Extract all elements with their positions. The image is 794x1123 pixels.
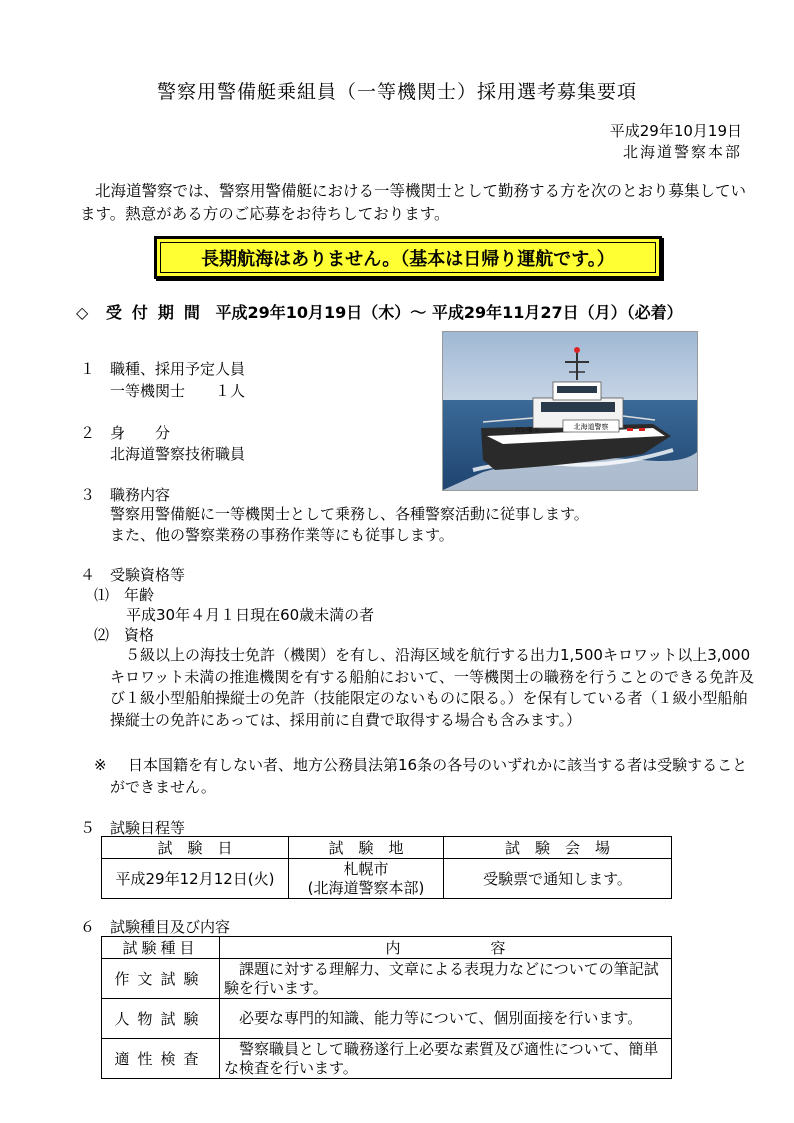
schedule-table (101, 836, 672, 899)
hull-text: 北海道警察 (573, 423, 609, 431)
section-number: ２ (80, 424, 96, 442)
section-6-heading (80, 917, 230, 938)
header-cell: 内 容 (220, 937, 672, 959)
table-header-row (102, 837, 672, 859)
header-cell: 試験種目 (102, 937, 220, 959)
section-number: １ (80, 360, 96, 378)
intro-paragraph: 北海道警察では、警察用警備艇における一等機関士として勤務する方を次のとおり募集しています。熱意がある方のご応募をお待ちしております。 (80, 182, 747, 223)
exam-venue-cell: 受験票で通知します。 (444, 859, 672, 899)
highlight-box (154, 236, 662, 279)
section-title: 職種、採用予定人員 (110, 360, 246, 378)
section-3-body-line-2: また、他の警察業務の事務作業等にも従事します。 (110, 526, 454, 544)
note-text: 日本国籍を有しない者、地方公務員法第16条の各号のいずれかに該当する者は受験することができません。 (110, 756, 748, 796)
qualification-text: ５級以上の海技士免許（機関）を有し、沿海区域を航行する出力1,500キロワット以上3,000キロワット未満の推進機関を有する船舶において、一等機関士の職務を行うことのできる免許及び１級小型船舶操縦士の免許（技能限定のないものに限る。）を保有している者（１級小型船舶操縦士の免許にあっては、採用前に自費で取得する場合も含みます。） (110, 646, 754, 729)
table-row (102, 959, 672, 999)
section-title: 試験日程等 (110, 819, 186, 837)
application-period (76, 300, 683, 323)
age-label: ⑴ 年齢 (94, 586, 155, 604)
table-row (102, 859, 672, 899)
section-2-body: 北海道警察技術職員 (110, 445, 246, 463)
section-1-body: 一等機関士 １人 (110, 382, 246, 400)
qualification-label: ⑵ 資格 (94, 626, 155, 644)
section-number: ３ (80, 486, 96, 504)
exam-content-cell: 課題に対する理解力、文章による表現力などについての筆記試験を行います。 (220, 959, 672, 999)
exam-content-cell: 必要な専門的知識、能力等について、個別面接を行います。 (220, 999, 672, 1039)
bow-text: だいせつ (515, 427, 540, 434)
section-title: 受験資格等 (110, 566, 186, 584)
exam-content-cell: 警察職員として職務遂行上必要な素質及び適性について、簡単な検査を行います。 (220, 1039, 672, 1079)
table-row (102, 1039, 672, 1079)
section-title: 職務内容 (110, 486, 171, 504)
period-label: 受付期間 (105, 303, 210, 322)
section-4-heading (80, 565, 185, 586)
patrol-boat-photo (442, 331, 698, 491)
exam-place-line-1: 札幌市 (343, 859, 389, 878)
section-number: ６ (80, 918, 96, 936)
period-value: 平成29年10月19日（木）～ 平成29年11月27日（月）（必着） (215, 303, 683, 322)
exam-place-cell (289, 859, 444, 899)
note-mark: ※ (94, 756, 107, 774)
highlight-inner-border (160, 242, 656, 273)
exam-item-cell: 作文試験 (102, 959, 220, 999)
table-header-row (102, 937, 672, 959)
header-cell: 試 験 日 (102, 837, 289, 859)
section-3-heading (80, 485, 170, 506)
section-title: 試験種目及び内容 (110, 918, 231, 936)
issuer: 北海道警察本部 (622, 143, 742, 161)
page-title: 警察用警備艇乗組員（一等機関士）採用選考募集要項 (156, 81, 637, 103)
table-row (102, 999, 672, 1039)
exam-item-cell: 適性検査 (102, 1039, 220, 1079)
exam-content-table (101, 936, 672, 1079)
diamond-icon: ◇ (76, 303, 89, 322)
exam-place-line-2: (北海道警察本部) (307, 878, 425, 897)
highlight-text: 長期航海はありません。（基本は日帰り運航です。） (201, 248, 615, 270)
issue-date: 平成29年10月19日 (609, 122, 742, 140)
header-cell: 試 験 地 (289, 837, 444, 859)
section-2-heading (80, 423, 170, 444)
exam-item-cell: 人物試験 (102, 999, 220, 1039)
exam-date-cell: 平成29年12月12日(火) (102, 859, 289, 899)
section-1-heading (80, 359, 245, 380)
age-text: 平成30年４月１日現在60歳未満の者 (126, 606, 375, 624)
section-3-body-line-1: 警察用警備艇に一等機関士として乗務し、各種警察活動に従事します。 (110, 505, 589, 523)
section-title: 身 分 (110, 424, 171, 442)
section-number: ４ (80, 566, 96, 584)
section-number: ５ (80, 819, 96, 837)
header-cell: 試 験 会 場 (444, 837, 672, 859)
